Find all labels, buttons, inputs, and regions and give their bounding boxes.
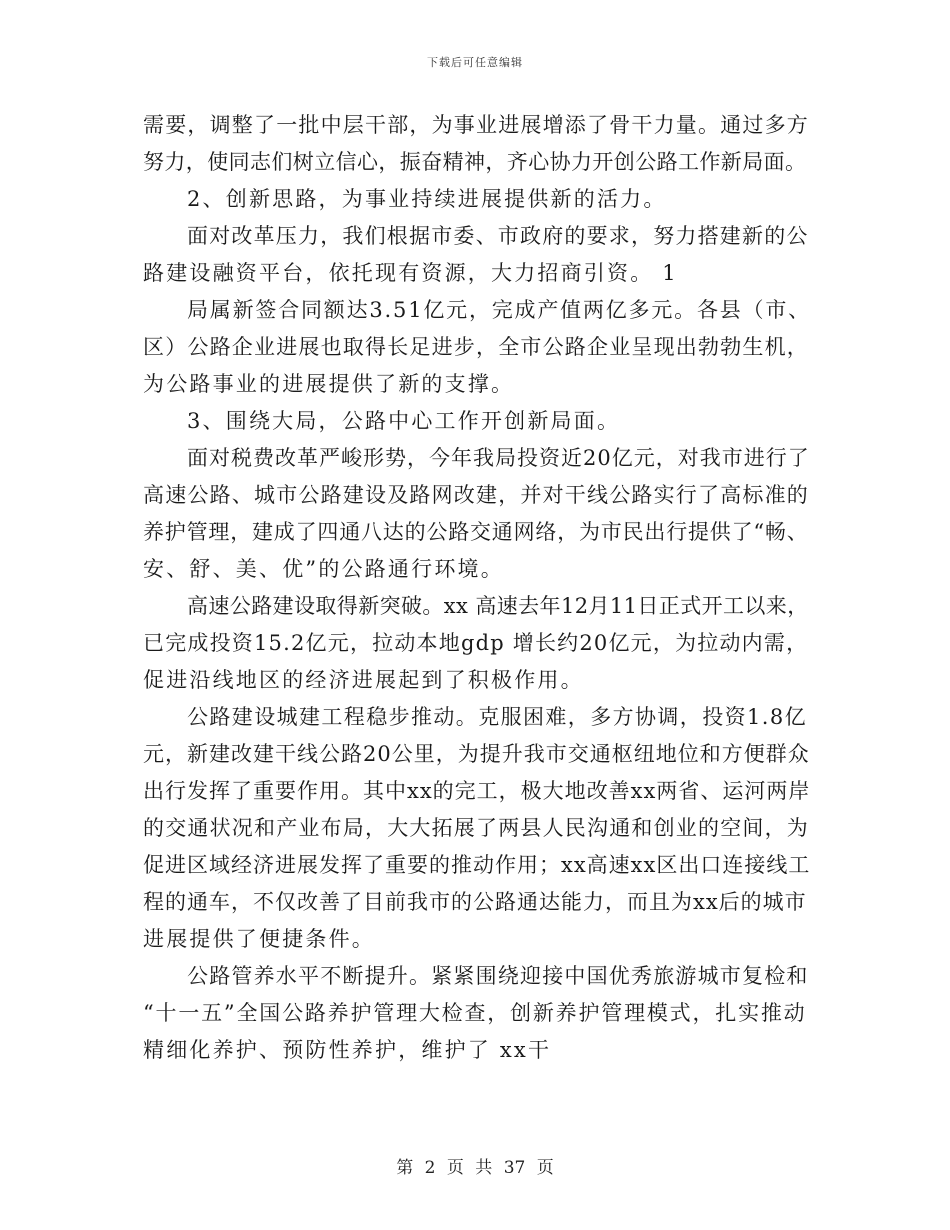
text-line: 高速公路、城市公路建设及路网改建，并对干线公路实行了高标准的	[143, 483, 809, 507]
text-line: 养护管理，建成了四通八达的公路交通网络，为市民出行提供了“畅、	[143, 520, 809, 544]
text-line: 局属新签合同额达3.51亿元，完成产值两亿多元。各县（市、	[187, 298, 811, 322]
text-line: 的交通状况和产业布局，大大拓展了两县人民沟通和创业的空间，为	[143, 816, 809, 840]
text-line: 促进沿线地区的经济进展起到了积极作用。	[143, 668, 584, 692]
text-line: 区）公路企业进展也取得长足进步，全市公路企业呈现出勃勃生机，	[143, 335, 809, 359]
text-line: 面对税费改革严峻形势，今年我局投资近20亿元，对我市进行了	[187, 446, 810, 470]
text-line: 程的通车，不仅改善了目前我市的公路通达能力，而且为xx后的城市	[143, 890, 807, 914]
text-line: 安、舒、美、优”的公路通行环境。	[143, 557, 504, 581]
text-line: 元，新建改建干线公路20公里，为提升我市交通枢纽地位和方便群众	[143, 742, 810, 766]
text-line: 出行发挥了重要作用。其中xx的完工，极大地改善xx两省、运河两岸	[143, 779, 811, 803]
text-line: 努力，使同志们树立信心，振奋精神，齐心协力开创公路工作新局面。	[143, 150, 807, 174]
text-line: 3、围绕大局，公路中心工作开创新局面。	[187, 409, 621, 433]
text-line: 精细化养护、预防性养护，维护了 xx干	[143, 1038, 552, 1062]
text-line: 进展提供了便捷条件。	[143, 927, 375, 951]
text-line: 2、创新思路，为事业持续进展提供新的活力。	[187, 187, 667, 211]
text-line: 为公路事业的进展提供了新的支撑。	[143, 372, 515, 396]
document-body	[143, 107, 811, 1069]
text-line: “十一五”全国公路养护管理大检查，创新养护管理模式，扎实推动	[143, 1001, 807, 1025]
text-line: 公路建设城建工程稳步推动。克服困难，多方协调，投资1.8亿	[187, 705, 807, 729]
page-number: 第 2 页 共 37 页	[396, 1158, 554, 1178]
text-line: 公路管养水平不断提升。紧紧围绕迎接中国优秀旅游城市复检和	[187, 964, 809, 988]
text-line: 面对改革压力，我们根据市委、市政府的要求，努力搭建新的公	[187, 224, 809, 248]
text-line: 促进区域经济进展发挥了重要的推动作用；xx高速xx区出口连接线工	[143, 853, 811, 877]
text-line: 路建设融资平台，依托现有资源，大力招商引资。 1	[143, 261, 678, 285]
text-line: 高速公路建设取得新突破。xx 高速去年12月11日正式开工以来，	[187, 594, 809, 618]
text-line: 已完成投资15.2亿元，拉动本地gdp 增长约20亿元，为拉动内需，	[143, 631, 809, 655]
header-note: 下载后可任意编辑	[427, 56, 523, 69]
text-line: 需要，调整了一批中层干部，为事业进展增添了骨干力量。通过多方	[143, 113, 809, 137]
